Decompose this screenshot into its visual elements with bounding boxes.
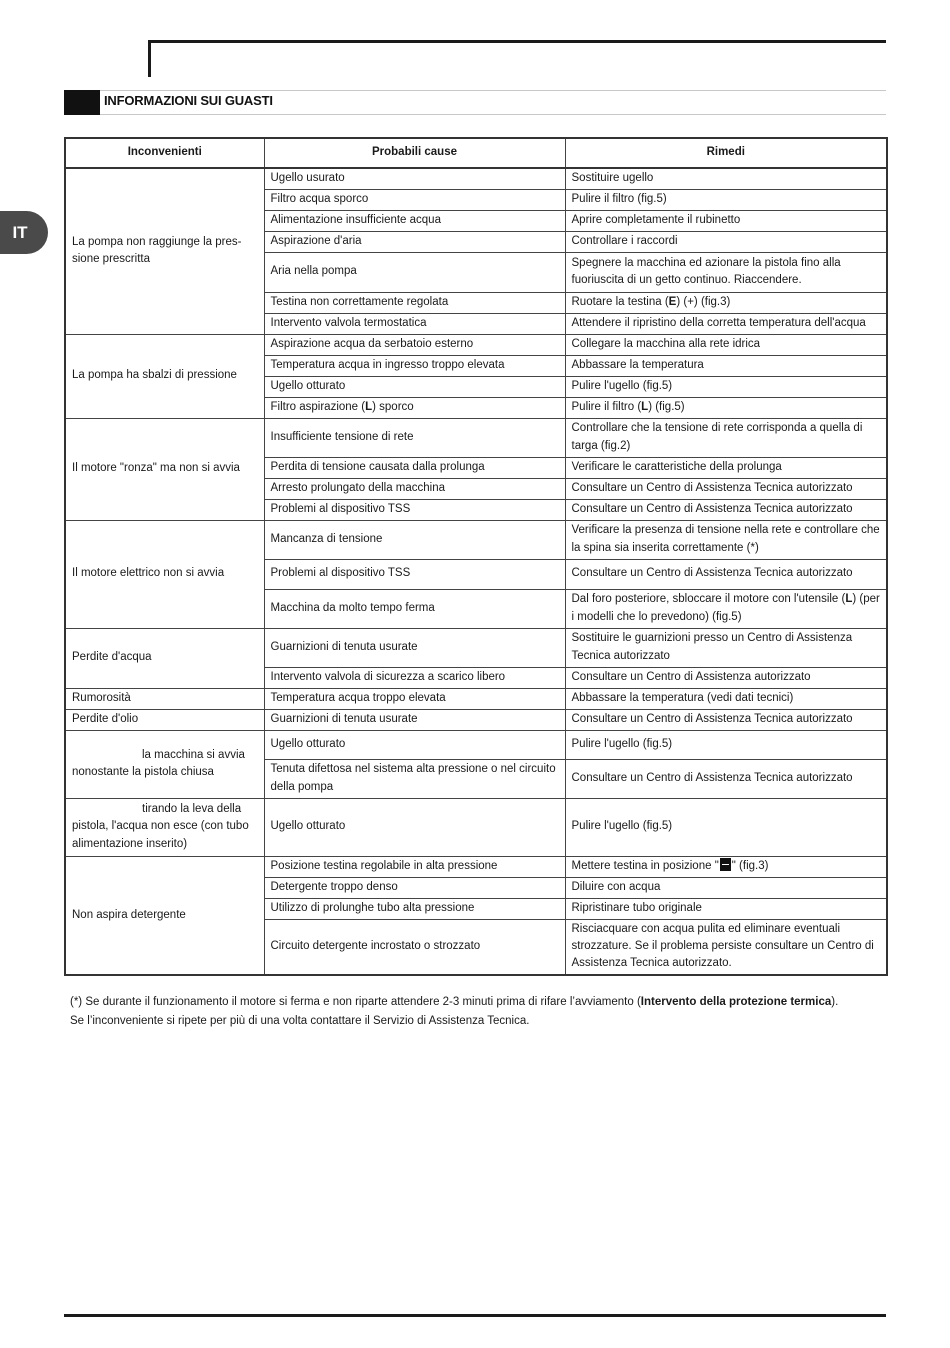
cause-cell: Intervento valvola termostatica bbox=[264, 313, 565, 334]
section-line-bottom bbox=[100, 114, 886, 115]
problem-cell: Rumorosità bbox=[65, 688, 264, 709]
table-row bbox=[65, 709, 887, 730]
footnote-text-end: ). bbox=[831, 996, 839, 1008]
header-causes: Probabili cause bbox=[264, 138, 565, 168]
remedy-cell: Abbassare la temperatura bbox=[565, 355, 887, 376]
cause-cell: Tenuta difettosa nel sistema alta pressione o nel circuito della pompa bbox=[264, 759, 565, 798]
cause-cell: Macchina da molto tempo ferma bbox=[264, 589, 565, 628]
table-row bbox=[65, 628, 887, 667]
reference-letter: L bbox=[365, 400, 373, 413]
table-row bbox=[65, 798, 887, 856]
cause-cell: Detergente troppo denso bbox=[264, 877, 565, 898]
remedy-cell bbox=[565, 397, 887, 418]
cause-cell: Aria nella pompa bbox=[264, 252, 565, 292]
table-row bbox=[65, 688, 887, 709]
cause-cell: Temperatura acqua in ingresso troppo elevata bbox=[264, 355, 565, 376]
cause-cell: Problemi al dispositivo TSS bbox=[264, 499, 565, 520]
cause-cell: Alimentazione insufficiente acqua bbox=[264, 210, 565, 231]
table-row bbox=[65, 730, 887, 759]
remedy-text: " (fig.3) bbox=[731, 859, 769, 872]
section-line-top bbox=[100, 90, 886, 91]
remedy-text: Dal foro posteriore, sbloccare il motore con l'utensile ( bbox=[571, 593, 846, 606]
low-pressure-mode-icon bbox=[720, 858, 731, 871]
problem-cell: La pompa ha sbalzi di pressione bbox=[65, 334, 264, 418]
remedy-cell: Aprire completamente il rubinetto bbox=[565, 210, 887, 231]
section-marker bbox=[64, 90, 100, 115]
cause-cell: Ugello otturato bbox=[264, 376, 565, 397]
remedy-cell: Pulire l'ugello (fig.5) bbox=[565, 376, 887, 397]
cause-cell: Ugello otturato bbox=[264, 798, 565, 856]
remedy-cell: Consultare un Centro di Assistenza Tecnica autorizzato bbox=[565, 499, 887, 520]
table-row bbox=[65, 856, 887, 877]
cause-cell: Guarnizioni di tenuta usurate bbox=[264, 709, 565, 730]
language-tab bbox=[0, 211, 48, 254]
cause-cell: Ugello otturato bbox=[264, 730, 565, 759]
cause-cell: Temperatura acqua troppo elevata bbox=[264, 688, 565, 709]
problem-cell: la macchina si avvia nonostante la pistola chiusa bbox=[65, 730, 264, 798]
header-problems: Inconvenienti bbox=[65, 138, 264, 168]
cause-cell: Mancanza di tensione bbox=[264, 520, 565, 559]
remedy-cell: Pulire l'ugello (fig.5) bbox=[565, 798, 887, 856]
footer-rule bbox=[64, 1314, 886, 1317]
remedy-cell: Abbassare la temperatura (vedi dati tecnici) bbox=[565, 688, 887, 709]
remedy-cell: Sostituire le guarnizioni presso un Centro di Assistenza Tecnica autorizzato bbox=[565, 628, 887, 667]
footnote bbox=[70, 993, 890, 1031]
remedy-cell bbox=[565, 589, 887, 628]
cause-cell: Circuito detergente incrostato o strozzato bbox=[264, 919, 565, 975]
table-header-row bbox=[65, 138, 887, 168]
header-remedies: Rimedi bbox=[565, 138, 887, 168]
remedy-cell: Consultare un Centro di Assistenza Tecnica autorizzato bbox=[565, 759, 887, 798]
reference-letter: L bbox=[641, 400, 649, 413]
remedy-cell: Diluire con acqua bbox=[565, 877, 887, 898]
cause-text: Filtro aspirazione ( bbox=[270, 400, 366, 413]
reference-letter: L bbox=[845, 593, 853, 606]
table-body bbox=[65, 168, 887, 975]
remedy-cell: Consultare un Centro di Assistenza autorizzato bbox=[565, 667, 887, 688]
remedy-cell: Controllare che la tensione di rete corrisponda a quella di targa (fig.2) bbox=[565, 418, 887, 457]
cause-cell: Utilizzo di prolunghe tubo alta pressione bbox=[264, 898, 565, 919]
cause-cell: Posizione testina regolabile in alta pressione bbox=[264, 856, 565, 877]
cause-cell bbox=[264, 397, 565, 418]
problem-cell: Il motore elettrico non si avvia bbox=[65, 520, 264, 628]
remedy-cell bbox=[565, 292, 887, 313]
cause-cell: Aspirazione d'aria bbox=[264, 231, 565, 252]
troubleshooting-table bbox=[64, 137, 888, 976]
remedy-text: ) (+) (fig.3) bbox=[676, 295, 731, 308]
remedy-cell: Sostituire ugello bbox=[565, 168, 887, 189]
footnote-line-2: Se l’inconveniente si ripete per più di una volta contattare il Servizio di Assistenza Tecnica. bbox=[70, 1015, 530, 1027]
problem-cell: Il motore "ronza" ma non si avvia bbox=[65, 418, 264, 520]
footnote-line-1 bbox=[70, 993, 890, 1012]
problem-cell: Perdite d'olio bbox=[65, 709, 264, 730]
language-label: IT bbox=[12, 222, 28, 242]
cause-cell: Filtro acqua sporco bbox=[264, 189, 565, 210]
cause-cell: Ugello usurato bbox=[264, 168, 565, 189]
footnote-text: (*) Se durante il funzionamento il motore si ferma e non riparte attendere 2-3 minuti prima di rifare l’avviamento ( bbox=[70, 996, 641, 1008]
remedy-text: Pulire il filtro ( bbox=[571, 400, 642, 413]
cause-text: ) sporco bbox=[372, 400, 414, 413]
header-rule bbox=[148, 40, 886, 43]
remedy-cell: Collegare la macchina alla rete idrica bbox=[565, 334, 887, 355]
cause-cell: Arresto prolungato della macchina bbox=[264, 478, 565, 499]
remedy-cell: Spegnere la macchina ed azionare la pistola fino alla fuoriuscita di un getto continuo. Riaccendere. bbox=[565, 252, 887, 292]
cause-cell: Intervento valvola di sicurezza a scarico libero bbox=[264, 667, 565, 688]
cause-cell: Guarnizioni di tenuta usurate bbox=[264, 628, 565, 667]
corner-mark-vertical bbox=[148, 40, 151, 77]
cause-cell: Aspirazione acqua da serbatoio esterno bbox=[264, 334, 565, 355]
cause-cell: Problemi al dispositivo TSS bbox=[264, 559, 565, 589]
remedy-cell: Consultare un Centro di Assistenza Tecnica autorizzato bbox=[565, 709, 887, 730]
remedy-cell: Attendere il ripristino della corretta temperatura dell'acqua bbox=[565, 313, 887, 334]
remedy-cell: Pulire il filtro (fig.5) bbox=[565, 189, 887, 210]
remedy-cell: Controllare i raccordi bbox=[565, 231, 887, 252]
remedy-cell: Consultare un Centro di Assistenza Tecnica autorizzato bbox=[565, 478, 887, 499]
problem-cell: Non aspira detergente bbox=[65, 856, 264, 975]
remedy-text: ) (fig.5) bbox=[648, 400, 685, 413]
problem-cell: Perdite d'acqua bbox=[65, 628, 264, 688]
remedy-text: Mettere testina in posizione " bbox=[571, 859, 719, 872]
table-row bbox=[65, 334, 887, 355]
table-row bbox=[65, 520, 887, 559]
table-row bbox=[65, 418, 887, 457]
remedy-text: ) (per i modelli che lo prevedono) (fig.5) bbox=[571, 593, 880, 623]
remedy-cell: Consultare un Centro di Assistenza Tecnica autorizzato bbox=[565, 559, 887, 589]
table-row bbox=[65, 168, 887, 189]
problem-cell: tirando la leva della pistola, l'acqua non esce (con tubo alimentazione inserito) bbox=[65, 798, 264, 856]
remedy-cell bbox=[565, 856, 887, 877]
remedy-cell: Verificare la presenza di tensione nella rete e controllare che la spina sia inserita correttamente (*) bbox=[565, 520, 887, 559]
cause-cell: Insufficiente tensione di rete bbox=[264, 418, 565, 457]
footnote-bold: Intervento della protezione termica bbox=[640, 996, 832, 1008]
remedy-cell: Risciacquare con acqua pulita ed eliminare eventuali strozzature. Se il problema persiste consultare un Centro di Assistenza Tecnica autorizzato. bbox=[565, 919, 887, 975]
cause-cell: Perdita di tensione causata dalla prolunga bbox=[264, 457, 565, 478]
cause-cell: Testina non correttamente regolata bbox=[264, 292, 565, 313]
problem-cell: La pompa non raggiunge la pres-sione prescritta bbox=[65, 168, 264, 334]
section-title: INFORMAZIONI SUI GUASTI bbox=[104, 93, 273, 108]
remedy-cell: Pulire l'ugello (fig.5) bbox=[565, 730, 887, 759]
remedy-cell: Verificare le caratteristiche della prolunga bbox=[565, 457, 887, 478]
remedy-text: Ruotare la testina ( bbox=[571, 295, 669, 308]
remedy-cell: Ripristinare tubo originale bbox=[565, 898, 887, 919]
reference-letter: E bbox=[668, 295, 677, 308]
